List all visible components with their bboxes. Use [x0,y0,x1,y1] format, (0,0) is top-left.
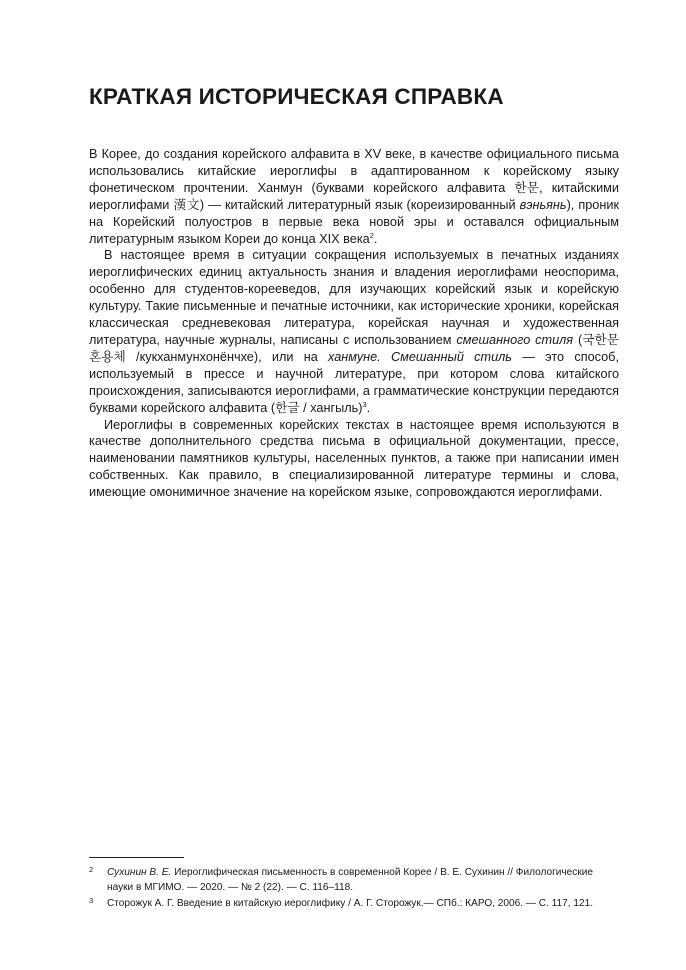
footnote-number: 3 [89,896,94,905]
footnote-number: 2 [89,865,94,874]
paragraph-1-text-g: ), проник на Корейский полуостров в первые века новой эры и оставался официальным литературным языком Кореи до конца XIX века [89,197,619,246]
paragraph-2-text-k: . [366,400,371,415]
paragraph-1-text-c: , китайскими иероглифами [89,180,619,212]
footnote-text: Иероглифическая письменность в современной Корее / В. Е. Сухинин // Филологические науки в МГИМО. — 2020. — № 2 (22). — С. 116–118. [107,867,594,893]
paragraph-1-text-i: . [373,231,378,246]
main-text [89,146,619,501]
footnotes [89,866,619,914]
hangul-mixed-style: 국한문혼용체 [89,332,619,364]
paragraph-1 [89,146,619,247]
term-hanmun-mixed: ханмуне. Смешанный стиль [328,349,512,364]
footnote-ref-2[interactable]: 2 [369,230,374,240]
paragraph-2-text-i: / хангыль) [299,400,363,415]
paragraph-2-text-a: В настоящее время в ситуации сокращения используемых в печатных изданиях иероглифических единиц актуальность знания и владения иероглифами неоспорима, особенно для студентов-корееведов, для изучающих корейский язык и корейскую культуру. Такие письменные и печатные источники, как исторические хроники, корейская классическая средневековая литература, корейская научная и художественная литература, научные журналы, написаны с использованием [89,248,619,347]
footnote-text: Сторожук А. Г. Введение в китайскую иероглифику / А. Г. Сторожук.— СПб.: КАРО, 2006. — С. 117, 121. [107,898,593,909]
hangul-hanmun: 한문 [514,180,540,195]
footnote-divider [89,857,184,858]
footnote-author: Сухинин В. Е. [107,867,172,878]
paragraph-2 [89,247,619,416]
paragraph-1-text-a: В Корее, до создания корейского алфавита в XV веке, в качестве официального письма использовались китайские иероглифы в адаптированном к корейскому языку фонетическом прочтении. Ханмун (буквами корейского алфавита [89,147,619,195]
hangul-hangeul: 한글 [275,400,300,415]
term-mixed-style: смешанного стиля [456,332,574,347]
paragraph-2-text-g: — это способ, используемый в прессе и научной литературе, при котором слова китайского происхождения, записываются иероглифами, а грамматические конструкции передаются буквами корейского алфавита ( [89,349,619,415]
footnote-2 [89,866,619,895]
footnote-3 [89,897,619,912]
paragraph-3: Иероглифы в современных корейских текстах в настоящее время используются в качестве дополнительного средства письма в официальной документации, прессе, наименовании памятников культуры, населенных пунктов, а также при написании имен собственных. Как правило, в специализированной литературе термины и слова, имеющие омонимичное значение на корейском языке, сопровождаются иероглифами. [89,417,619,500]
paragraph-1-text-e: ) — китайский литературный язык (кореизированный [199,197,520,212]
hanja-hanmun: 漢文 [173,197,200,212]
footnote-ref-3[interactable]: 3 [362,399,367,409]
page-title: КРАТКАЯ ИСТОРИЧЕСКАЯ СПРАВКА [89,84,504,109]
term-wenyan: вэньянь [519,197,567,212]
paragraph-2-text-c: ( [573,332,583,347]
paragraph-2-text-e: /кукханмунхонёнчхе), или на [125,349,329,364]
